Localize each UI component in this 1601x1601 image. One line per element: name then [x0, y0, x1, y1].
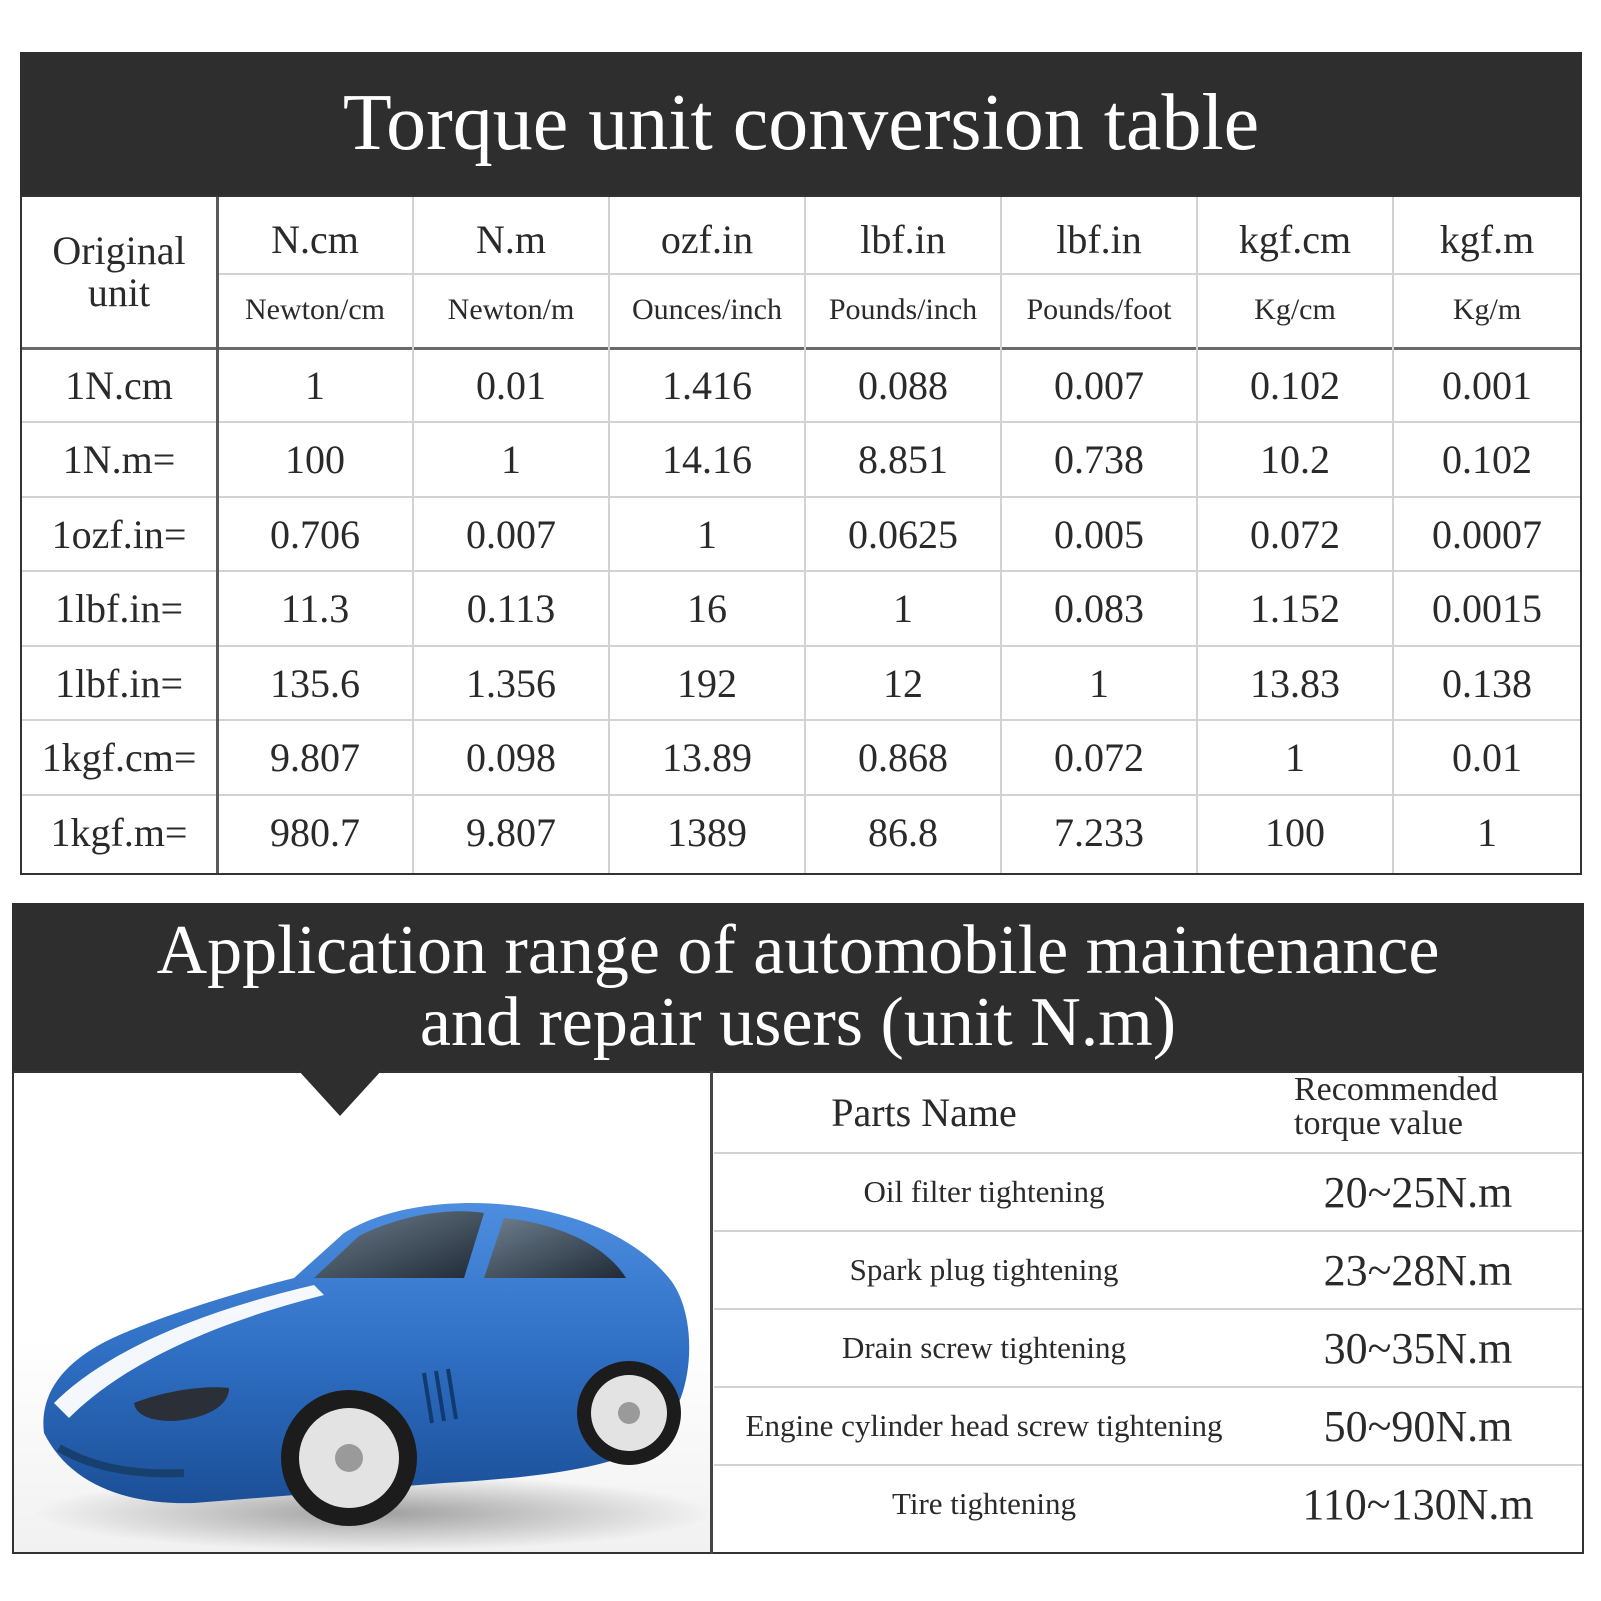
part-name: Tire tightening: [891, 1486, 1076, 1521]
table-cell: 0.098: [466, 735, 556, 780]
table-cell: 12: [883, 661, 923, 706]
table-cell: 135.6: [270, 661, 360, 706]
column-unit: N.m: [476, 216, 546, 262]
table-cell: 9.807: [466, 810, 556, 855]
table-cell: 1: [501, 437, 521, 482]
column-unit: N.cm: [271, 216, 359, 262]
row-label: 1lbf.in=: [54, 586, 184, 631]
table-cell: 10.2: [1260, 437, 1330, 482]
parts-name-header: Parts Name: [831, 1090, 1017, 1135]
table-cell: 0.706: [270, 512, 360, 557]
row-label: 1N.m=: [62, 437, 176, 482]
table-cell: 14.16: [662, 437, 752, 482]
table-cell: 1: [893, 586, 913, 631]
table-cell: 0.113: [466, 586, 556, 631]
table-cell: 0.001: [1442, 363, 1532, 408]
table-cell: 1389: [667, 810, 747, 855]
table-cell: 0.868: [858, 735, 948, 780]
table-cell: 0.007: [466, 512, 556, 557]
banner-pointer: [298, 1070, 382, 1116]
table-cell: 0.102: [1250, 363, 1340, 408]
torque-header-line2: torque value: [1294, 1105, 1463, 1142]
torque-value: 110~130N.m: [1302, 1479, 1534, 1529]
part-name: Oil filter tightening: [863, 1174, 1105, 1209]
column-name: Kg/cm: [1254, 293, 1336, 326]
row-label: 1N.cm: [65, 363, 173, 408]
table-cell: 0.01: [1452, 735, 1522, 780]
blue-sports-car-illustration: [14, 1073, 712, 1552]
table-cell: 1.152: [1250, 586, 1340, 631]
table-cell: 0.083: [1054, 586, 1144, 631]
torque-value: 50~90N.m: [1323, 1401, 1513, 1451]
table-cell: 1: [1089, 661, 1109, 706]
table-cell: 8.851: [858, 437, 948, 482]
table-cell: 1.356: [466, 661, 556, 706]
table-cell: 100: [285, 437, 345, 482]
column-name: Pounds/foot: [1026, 293, 1172, 326]
table-cell: 16: [687, 586, 727, 631]
part-name: Engine cylinder head screw tightening: [745, 1408, 1223, 1443]
table-cell: 0.072: [1054, 735, 1144, 780]
table-cell: 100: [1265, 810, 1325, 855]
table-cell: 13.83: [1250, 661, 1340, 706]
table-cell: 0.138: [1442, 661, 1532, 706]
column-name: Pounds/inch: [828, 293, 978, 326]
car-image: [14, 1073, 712, 1552]
column-unit: lbf.in: [860, 216, 946, 262]
column-name: Kg/m: [1452, 293, 1522, 326]
application-title-line1: Application range of automobile maintenance: [156, 912, 1440, 989]
row-label: 1ozf.in=: [51, 512, 187, 557]
table-cell: 1: [1285, 735, 1305, 780]
torque-value: 30~35N.m: [1323, 1323, 1513, 1373]
torque-value: 23~28N.m: [1323, 1245, 1513, 1295]
torque-header-line1: Recommended: [1294, 1071, 1498, 1108]
table-cell: 7.233: [1054, 810, 1144, 855]
part-name: Drain screw tightening: [841, 1330, 1127, 1365]
table-cell: 0.072: [1250, 512, 1340, 557]
row-label: 1kgf.m=: [50, 810, 188, 855]
table-cell: 980.7: [270, 810, 360, 855]
table-cell: 0.0007: [1432, 512, 1542, 557]
table-cell: 11.3: [280, 586, 350, 631]
column-unit: kgf.m: [1439, 216, 1535, 262]
application-title: [12, 903, 1584, 1071]
table-cell: 0.738: [1054, 437, 1144, 482]
table-cell: 1: [1477, 810, 1497, 855]
table-cell: 86.8: [868, 810, 938, 855]
table-cell: 192: [677, 661, 737, 706]
table-cell: 13.89: [662, 735, 752, 780]
table-cell: 1: [697, 512, 717, 557]
application-title-line2: and repair users (unit N.m): [419, 984, 1177, 1061]
table-cell: 0.005: [1054, 512, 1144, 557]
original-unit-header: Original unit: [52, 228, 186, 315]
table-cell: 0.007: [1054, 363, 1144, 408]
torque-value: 20~25N.m: [1323, 1167, 1513, 1217]
row-label: 1kgf.cm=: [41, 735, 197, 780]
table-cell: 1.416: [662, 363, 752, 408]
column-name: Newton/cm: [245, 293, 385, 326]
car-divider: [710, 1071, 713, 1554]
table-cell: 0.0015: [1432, 586, 1542, 631]
column-name: Ounces/inch: [632, 293, 782, 326]
column-unit: ozf.in: [660, 216, 754, 262]
part-name: Spark plug tightening: [849, 1252, 1119, 1287]
column-unit: kgf.cm: [1238, 216, 1352, 262]
table-cell: 0.0625: [848, 512, 958, 557]
column-name: Newton/m: [447, 293, 575, 326]
conversion-title: Torque unit conversion table: [20, 52, 1582, 195]
table-cell: 0.088: [858, 363, 948, 408]
column-unit: lbf.in: [1056, 216, 1142, 262]
table-cell: 0.102: [1442, 437, 1532, 482]
row-label: 1lbf.in=: [54, 661, 184, 706]
table-cell: 9.807: [270, 735, 360, 780]
table-cell: 1: [305, 363, 325, 408]
table-cell: 0.01: [476, 363, 546, 408]
torque-value-header: [1294, 1073, 1582, 1152]
